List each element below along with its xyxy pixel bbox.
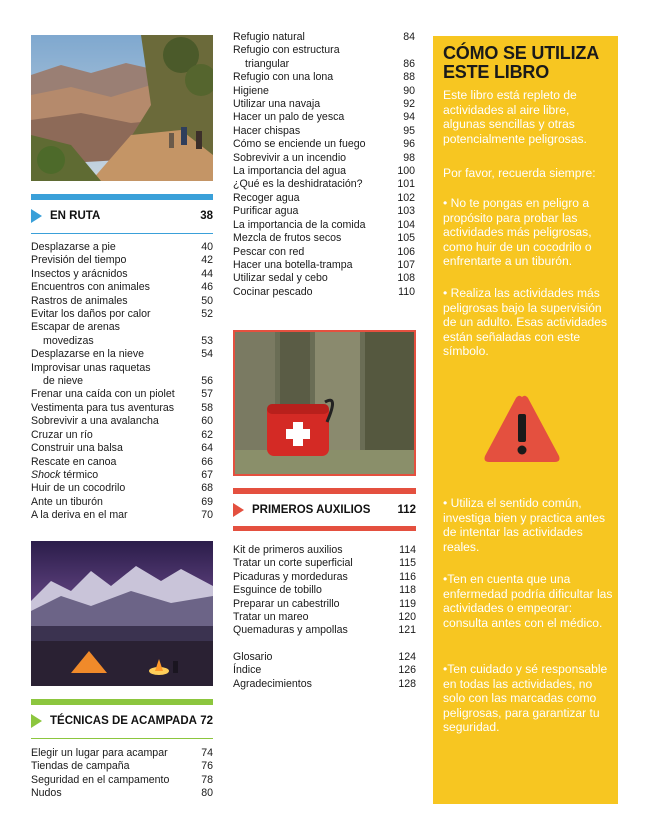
toc-entry[interactable] bbox=[31, 429, 213, 442]
toc-entry-title: Improvisar unas raquetas bbox=[31, 361, 151, 374]
toc-entry-page: 90 bbox=[403, 84, 415, 97]
toc-entry-page: 60 bbox=[201, 415, 213, 428]
toc-entry[interactable] bbox=[31, 388, 213, 401]
toc-entry[interactable] bbox=[233, 246, 415, 259]
toc-entry-title: Recoger agua bbox=[233, 191, 300, 204]
toc-entry-title: Refugio con una lona bbox=[233, 71, 334, 84]
toc-entry[interactable] bbox=[233, 259, 415, 272]
toc-entry-title: Utilizar una navaja bbox=[233, 98, 321, 111]
toc-entry-page: 106 bbox=[397, 245, 415, 258]
toc-entry[interactable] bbox=[233, 219, 415, 232]
toc-entry-title: Hacer un palo de yesca bbox=[233, 111, 345, 124]
toc-entry[interactable] bbox=[233, 31, 415, 44]
toc-entry-title: Tratar un mareo bbox=[233, 611, 309, 624]
toc-entry-page: 114 bbox=[399, 544, 416, 556]
toc-entry-page: 44 bbox=[201, 267, 213, 280]
toc-entry[interactable] bbox=[233, 71, 415, 84]
toc-entry-title: Índice bbox=[233, 664, 262, 677]
warning-triangle-icon bbox=[483, 394, 561, 464]
toc-entry-page bbox=[189, 321, 213, 334]
toc-entry-page: 42 bbox=[201, 254, 213, 267]
toc-entry-title: movedizas bbox=[43, 334, 94, 347]
toc-entry[interactable] bbox=[31, 509, 213, 522]
toc-entry-title: Cómo se enciende un fuego bbox=[233, 138, 366, 151]
toc-entry-title: Sobrevivir a una avalancha bbox=[31, 415, 159, 428]
toc-entry-title: Pescar con red bbox=[233, 245, 305, 258]
toc-entry[interactable] bbox=[31, 348, 213, 361]
toc-entry-title: Cruzar un río bbox=[31, 428, 93, 441]
toc-entry[interactable] bbox=[31, 321, 213, 334]
toc-entry[interactable] bbox=[233, 557, 416, 570]
toc-entry-title: Ante un tiburón bbox=[31, 495, 103, 508]
toc-entry-page: 94 bbox=[403, 111, 415, 124]
toc-entry-page: 56 bbox=[201, 375, 213, 388]
toc-entry-title: Esguince de tobillo bbox=[233, 584, 322, 597]
toc-entry[interactable] bbox=[31, 456, 213, 469]
toc-entry[interactable] bbox=[233, 138, 415, 151]
toc-entry-title: Desplazarse en la nieve bbox=[31, 348, 145, 361]
play-triangle-icon bbox=[233, 503, 244, 517]
toc-entry[interactable] bbox=[233, 178, 415, 191]
toc-entry[interactable] bbox=[233, 125, 415, 138]
toc-entry-title: Cocinar pescado bbox=[233, 285, 313, 298]
first-aid-kit-photo bbox=[233, 330, 416, 476]
toc-entry-title: Hacer una botella-trampa bbox=[233, 258, 353, 271]
toc-entry-title: Glosario bbox=[233, 650, 273, 663]
toc-entry-page: 108 bbox=[397, 272, 415, 285]
toc-entry-page: 124 bbox=[398, 650, 416, 663]
en-ruta-toc bbox=[31, 241, 213, 523]
en-ruta-heading[interactable]: EN RUTA 38 bbox=[31, 203, 213, 229]
toc-entry-title: A la deriva en el mar bbox=[31, 509, 128, 522]
toc-entry-title: Utilizar sedal y cebo bbox=[233, 272, 328, 285]
toc-entry-page: 70 bbox=[201, 509, 213, 522]
toc-entry-page: 116 bbox=[399, 570, 416, 583]
toc-entry[interactable] bbox=[233, 286, 415, 299]
remember-text: Por favor, recuerda siempre: bbox=[443, 166, 596, 180]
en-ruta-rule bbox=[31, 233, 213, 234]
toc-entry-page: 50 bbox=[201, 294, 213, 307]
toc-entry-page: 67 bbox=[201, 468, 213, 481]
toc-entry-title: Rescate en canoa bbox=[31, 455, 117, 468]
toc-entry-title: Tiendas de campaña bbox=[31, 760, 130, 773]
acampada-bar bbox=[31, 699, 213, 705]
toc-entry-page: 128 bbox=[398, 677, 416, 690]
extras-toc bbox=[233, 651, 416, 691]
en-ruta-bar bbox=[31, 194, 213, 200]
toc-entry[interactable] bbox=[233, 544, 416, 557]
toc-entry-page: 98 bbox=[403, 151, 415, 164]
toc-entry-page: 68 bbox=[201, 482, 213, 495]
toc-entry-title: La importancia de la comida bbox=[233, 218, 366, 231]
toc-entry-page: 69 bbox=[201, 495, 213, 508]
toc-entry-title: Hacer chispas bbox=[233, 124, 301, 137]
toc-entry-title: La importancia del agua bbox=[233, 165, 347, 178]
toc-entry[interactable] bbox=[31, 760, 213, 773]
toc-entry[interactable] bbox=[31, 375, 213, 388]
toc-entry-title: Purificar agua bbox=[233, 205, 299, 218]
toc-entry[interactable] bbox=[31, 308, 213, 321]
toc-entry-title: Encuentros con animales bbox=[31, 281, 150, 294]
toc-entry-title: Vestimenta para tus aventuras bbox=[31, 401, 175, 414]
toc-entry[interactable] bbox=[233, 651, 416, 664]
toc-entry[interactable] bbox=[233, 624, 416, 637]
toc-entry-title: Desplazarse a pie bbox=[31, 241, 116, 253]
toc-entry[interactable] bbox=[233, 165, 415, 178]
toc-entry-page: 105 bbox=[397, 232, 415, 245]
toc-entry[interactable] bbox=[31, 281, 213, 294]
toc-entry-page: 53 bbox=[201, 334, 213, 347]
toc-entry-title: Previsión del tiempo bbox=[31, 254, 127, 267]
toc-entry-page: 80 bbox=[201, 787, 213, 800]
toc-entry[interactable] bbox=[31, 402, 213, 415]
toc-entry-page: 92 bbox=[403, 98, 415, 111]
toc-entry[interactable] bbox=[233, 192, 415, 205]
toc-entry-title: Frenar una caída con un piolet bbox=[31, 388, 175, 401]
toc-entry-title: Sobrevivir a un incendio bbox=[233, 151, 347, 164]
toc-entry-page: 96 bbox=[403, 138, 415, 151]
toc-entry[interactable] bbox=[233, 678, 416, 691]
toc-entry[interactable] bbox=[31, 787, 213, 800]
toc-entry[interactable] bbox=[233, 152, 415, 165]
toc-entry-page: 121 bbox=[398, 624, 416, 637]
toc-entry-title: triangular bbox=[245, 57, 290, 70]
toc-entry-title: Seguridad en el campamento bbox=[31, 773, 170, 786]
toc-entry-page: 66 bbox=[201, 455, 213, 468]
toc-entry[interactable] bbox=[233, 232, 415, 245]
panel-title: CÓMO SE UTILIZA ESTE LIBRO bbox=[443, 43, 599, 82]
toc-entry-title: Tratar un corte superficial bbox=[233, 557, 353, 570]
toc-entry[interactable] bbox=[31, 747, 213, 760]
toc-entry-page: 86 bbox=[403, 57, 415, 70]
toc-entry-title: Picaduras y mordeduras bbox=[233, 570, 348, 583]
auxilios-heading[interactable]: PRIMEROS AUXILIOS 112 bbox=[233, 497, 416, 523]
how-to-use-panel bbox=[433, 36, 618, 804]
toc-entry[interactable] bbox=[233, 111, 415, 124]
toc-entry-title: Evitar los daños por calor bbox=[31, 308, 151, 321]
toc-entry-page: 102 bbox=[397, 191, 415, 204]
toc-entry-page: 40 bbox=[201, 241, 213, 253]
play-triangle-icon bbox=[31, 209, 42, 223]
bullet-3: • Utiliza el sentido común, investiga bien y practica antes de intentar las actividades reales. bbox=[443, 496, 606, 554]
acampada-heading[interactable]: TÉCNICAS DE ACAMPADA 72 bbox=[31, 708, 213, 734]
auxilios-toc bbox=[233, 544, 416, 638]
toc-entry[interactable] bbox=[31, 774, 213, 787]
toc-entry-title: Agradecimientos bbox=[233, 677, 312, 690]
toc-entry-title: Escapar de arenas bbox=[31, 321, 120, 334]
toc-entry-page: 101 bbox=[397, 178, 415, 191]
acampada-toc bbox=[31, 747, 213, 801]
toc-entry[interactable] bbox=[31, 254, 213, 267]
acampada-rule bbox=[31, 738, 213, 739]
toc-entry-page: 46 bbox=[201, 281, 213, 294]
toc-entry-title: Elegir un lugar para acampar bbox=[31, 747, 168, 759]
toc-entry-page: 52 bbox=[201, 308, 213, 321]
toc-entry-page: 100 bbox=[397, 165, 415, 178]
toc-entry-page: 54 bbox=[201, 348, 213, 361]
toc-entry[interactable] bbox=[31, 482, 213, 495]
toc-entry-page: 110 bbox=[398, 285, 415, 298]
bullet-5: •Ten cuidado y sé responsable en todas las actividades, no solo con las marcadas como peligrosas, para garantizar tu seguridad. bbox=[443, 662, 608, 735]
bullet-1: • No te pongas en peligro a propósito para probar las actividades más peligrosas, como huir de un cocodrilo o enfrentarte a un tiburón. bbox=[443, 196, 592, 269]
bullet-2: • Realiza las actividades más peligrosas bajo la supervisión de un adulto. Esas actividades están señaladas con este símbolo. bbox=[443, 286, 608, 359]
toc-entry[interactable] bbox=[233, 611, 416, 624]
toc-entry[interactable] bbox=[31, 362, 213, 375]
toc-entry[interactable] bbox=[233, 598, 416, 611]
toc-entry-title: Huir de un cocodrilo bbox=[31, 482, 126, 495]
toc-entry[interactable] bbox=[233, 58, 415, 71]
toc-entry[interactable] bbox=[233, 571, 416, 584]
toc-entry-page: 95 bbox=[403, 124, 415, 137]
toc-entry[interactable] bbox=[31, 496, 213, 509]
toc-entry-page: 126 bbox=[398, 664, 416, 677]
toc-entry-title: ¿Qué es la deshidratación? bbox=[233, 178, 363, 191]
toc-entry-title: Shock térmico bbox=[31, 468, 99, 481]
toc-entry-title: Nudos bbox=[31, 787, 62, 800]
toc-entry-title: Quemaduras y ampollas bbox=[233, 624, 348, 637]
toc-entry[interactable] bbox=[31, 295, 213, 308]
toc-entry-page: 76 bbox=[201, 760, 213, 773]
toc-entry-page: 104 bbox=[397, 218, 415, 231]
toc-entry-title: Rastros de animales bbox=[31, 294, 128, 307]
toc-entry-title: Preparar un cabestrillo bbox=[233, 597, 340, 610]
intro-text: Este libro está repleto de actividades al aire libre, algunas sencillas y otras potencialmente peligrosas. bbox=[443, 88, 587, 146]
bullet-4: •Ten en cuenta que una enfermedad podría dificultar las actividades o empeorar: consulta antes con el médico. bbox=[443, 572, 613, 630]
toc-entry-page: 57 bbox=[201, 388, 213, 401]
toc-entry-title: Mezcla de frutos secos bbox=[233, 232, 342, 245]
toc-entry-page: 58 bbox=[201, 401, 213, 414]
toc-entry[interactable] bbox=[233, 272, 415, 285]
toc-entry[interactable] bbox=[233, 664, 416, 677]
toc-entry-page: 120 bbox=[398, 611, 416, 624]
toc-entry-title: de nieve bbox=[43, 375, 84, 388]
toc-entry[interactable] bbox=[31, 442, 213, 455]
toc-entry[interactable] bbox=[233, 85, 415, 98]
toc-entry-page: 84 bbox=[403, 31, 415, 43]
toc-entry[interactable] bbox=[233, 98, 415, 111]
toc-entry-title: Insectos y arácnidos bbox=[31, 267, 128, 280]
toc-entry-page: 62 bbox=[201, 428, 213, 441]
toc-entry-title: Refugio con estructura bbox=[233, 44, 340, 57]
toc-entry[interactable] bbox=[31, 469, 213, 482]
toc-entry-page: 103 bbox=[397, 205, 415, 218]
toc-entry[interactable] bbox=[31, 268, 213, 281]
toc-entry-title: Kit de primeros auxilios bbox=[233, 544, 343, 556]
mountain-camp-photo bbox=[31, 541, 213, 686]
auxilios-bar-bottom bbox=[233, 526, 416, 531]
toc-entry-page: 118 bbox=[399, 584, 416, 597]
toc-entry-page bbox=[189, 362, 213, 375]
play-triangle-icon bbox=[31, 714, 42, 728]
canyon-hikers-photo bbox=[31, 35, 213, 181]
toc-entry[interactable] bbox=[31, 335, 213, 348]
toc-entry-title: Construir una balsa bbox=[31, 442, 123, 455]
auxilios-bar bbox=[233, 488, 416, 494]
toc-entry[interactable] bbox=[233, 44, 415, 57]
toc-entry[interactable] bbox=[31, 415, 213, 428]
toc-entry-page: 64 bbox=[201, 442, 213, 455]
toc-entry[interactable] bbox=[233, 205, 415, 218]
toc-entry[interactable] bbox=[233, 584, 416, 597]
toc-entry-title: Higiene bbox=[233, 84, 269, 97]
toc-entry-page bbox=[391, 44, 415, 57]
toc-entry-page: 107 bbox=[397, 258, 415, 271]
toc-entry-page: 78 bbox=[201, 773, 213, 786]
toc-entry-title: Refugio natural bbox=[233, 31, 305, 43]
toc-entry-page: 88 bbox=[403, 71, 415, 84]
campamento-toc bbox=[233, 31, 415, 299]
toc-entry-page: 74 bbox=[201, 747, 213, 759]
toc-entry[interactable] bbox=[31, 241, 213, 254]
toc-entry-page: 119 bbox=[399, 597, 416, 610]
toc-entry-page: 115 bbox=[399, 557, 416, 570]
